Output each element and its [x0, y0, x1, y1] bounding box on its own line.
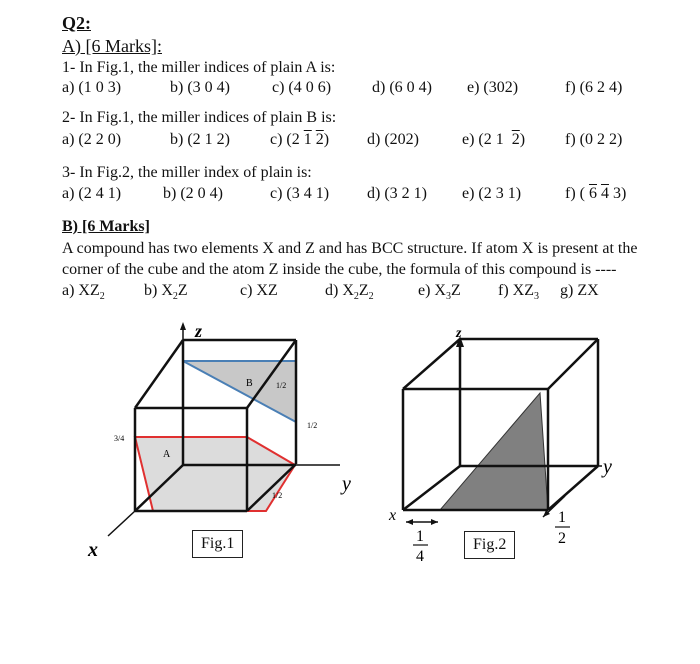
fig1-label-x: x	[88, 539, 98, 561]
q1-option-c: c) (4 0 6)	[272, 79, 332, 96]
q1-text: 1- In Fig.1, the miller indices of plain A is:	[62, 59, 336, 76]
q3-option-b: b) (2 0 4)	[163, 185, 223, 202]
fig2-label-x: x	[389, 507, 397, 524]
fig1-label-half-right: 1/2	[307, 421, 318, 430]
q1-option-e: e) (302)	[467, 79, 519, 96]
fig2-frac-left-num: 1	[416, 528, 424, 545]
q2-option-a: a) (2 2 0)	[62, 131, 122, 148]
fig2-frac-left-den: 4	[416, 548, 424, 565]
fig2-frac-right-num: 1	[558, 509, 566, 526]
q2-option-c: c) (2 1 2)	[270, 131, 330, 148]
q3-option-e: e) (2 3 1)	[462, 185, 522, 202]
fig1-caption: Fig.1	[192, 530, 243, 558]
fig2-caption: Fig.2	[464, 531, 515, 559]
part-b-line2: corner of the cube and the atom Z inside the cube, the formula of this compound is ----	[62, 261, 617, 278]
fig1-cube-edge	[135, 340, 183, 408]
fig2-label-z: z	[456, 326, 462, 341]
q2-option-e: e) (2 1 2)	[462, 131, 526, 148]
fig1-z-arrow	[180, 322, 186, 330]
q3-option-d: d) (3 2 1)	[367, 185, 427, 202]
fig2-dim-left-arrow-l	[406, 519, 413, 525]
fig1-x-axis	[108, 511, 135, 536]
b-option-g: g) ZX	[560, 282, 599, 299]
fig1-label-z: z	[195, 321, 203, 341]
fig1-label-half-top: 1/2	[276, 381, 287, 390]
q3-option-a: a) (2 4 1)	[62, 185, 122, 202]
fig2-cube-edge	[548, 466, 598, 510]
b-option-d: d) $X_2Z_2$	[325, 282, 374, 303]
fig1-label-b: B	[246, 378, 253, 389]
fig2-cube-edge	[403, 339, 460, 389]
q3-option-c: c) (3 4 1)	[270, 185, 330, 202]
q1-option-f: f) (6 2 4)	[565, 79, 623, 96]
q2-option-d: d) (202)	[367, 131, 419, 148]
q2-option-f: f) (0 2 2)	[565, 131, 623, 148]
b-option-a: a) $XZ_2$	[62, 282, 105, 303]
b-option-e: e) $X_3Z$	[418, 282, 461, 303]
q3-option-f: f) ( 6 4 3)	[565, 185, 627, 202]
fig2-frac-right-den: 2	[558, 530, 566, 547]
b-option-c: c) XZ	[240, 282, 278, 299]
part-b-line1: A compound has two elements X and Z and has BCC structure. If atom X is present at the	[62, 240, 638, 257]
fig2-label-y: y	[603, 456, 612, 478]
q2-text: 2- In Fig.1, the miller indices of plain B is:	[62, 109, 337, 126]
fig2-dim-left-arrow-r	[431, 519, 438, 525]
question-title: Q2:	[62, 13, 91, 33]
q3-text: 3- In Fig.2, the miller index of plain is:	[62, 164, 312, 181]
b-option-f: f) $XZ_3$	[498, 282, 539, 303]
q1-option-a: a) (1 0 3)	[62, 79, 122, 96]
q2-option-b: b) (2 1 2)	[170, 131, 230, 148]
fig2-plane	[440, 393, 548, 510]
q1-option-d: d) (6 0 4)	[372, 79, 432, 96]
part-a-heading: A) [6 Marks]:	[62, 36, 162, 56]
q1-option-b: b) (3 0 4)	[170, 79, 230, 96]
b-option-b: b) $X_2Z$	[144, 282, 188, 303]
fig1-plane-a	[135, 437, 295, 511]
part-b-heading: B) [6 Marks]	[62, 218, 150, 235]
fig1-label-a: A	[163, 449, 171, 460]
fig2-cube-edge	[548, 339, 598, 389]
fig1-diagram	[87, 321, 351, 561]
fig1-label-3-4: 3/4	[114, 434, 125, 443]
fig1-label-half-bottom: 1/2	[272, 491, 283, 500]
fig1-label-y: y	[342, 473, 351, 495]
fig2-diagram	[388, 326, 612, 565]
